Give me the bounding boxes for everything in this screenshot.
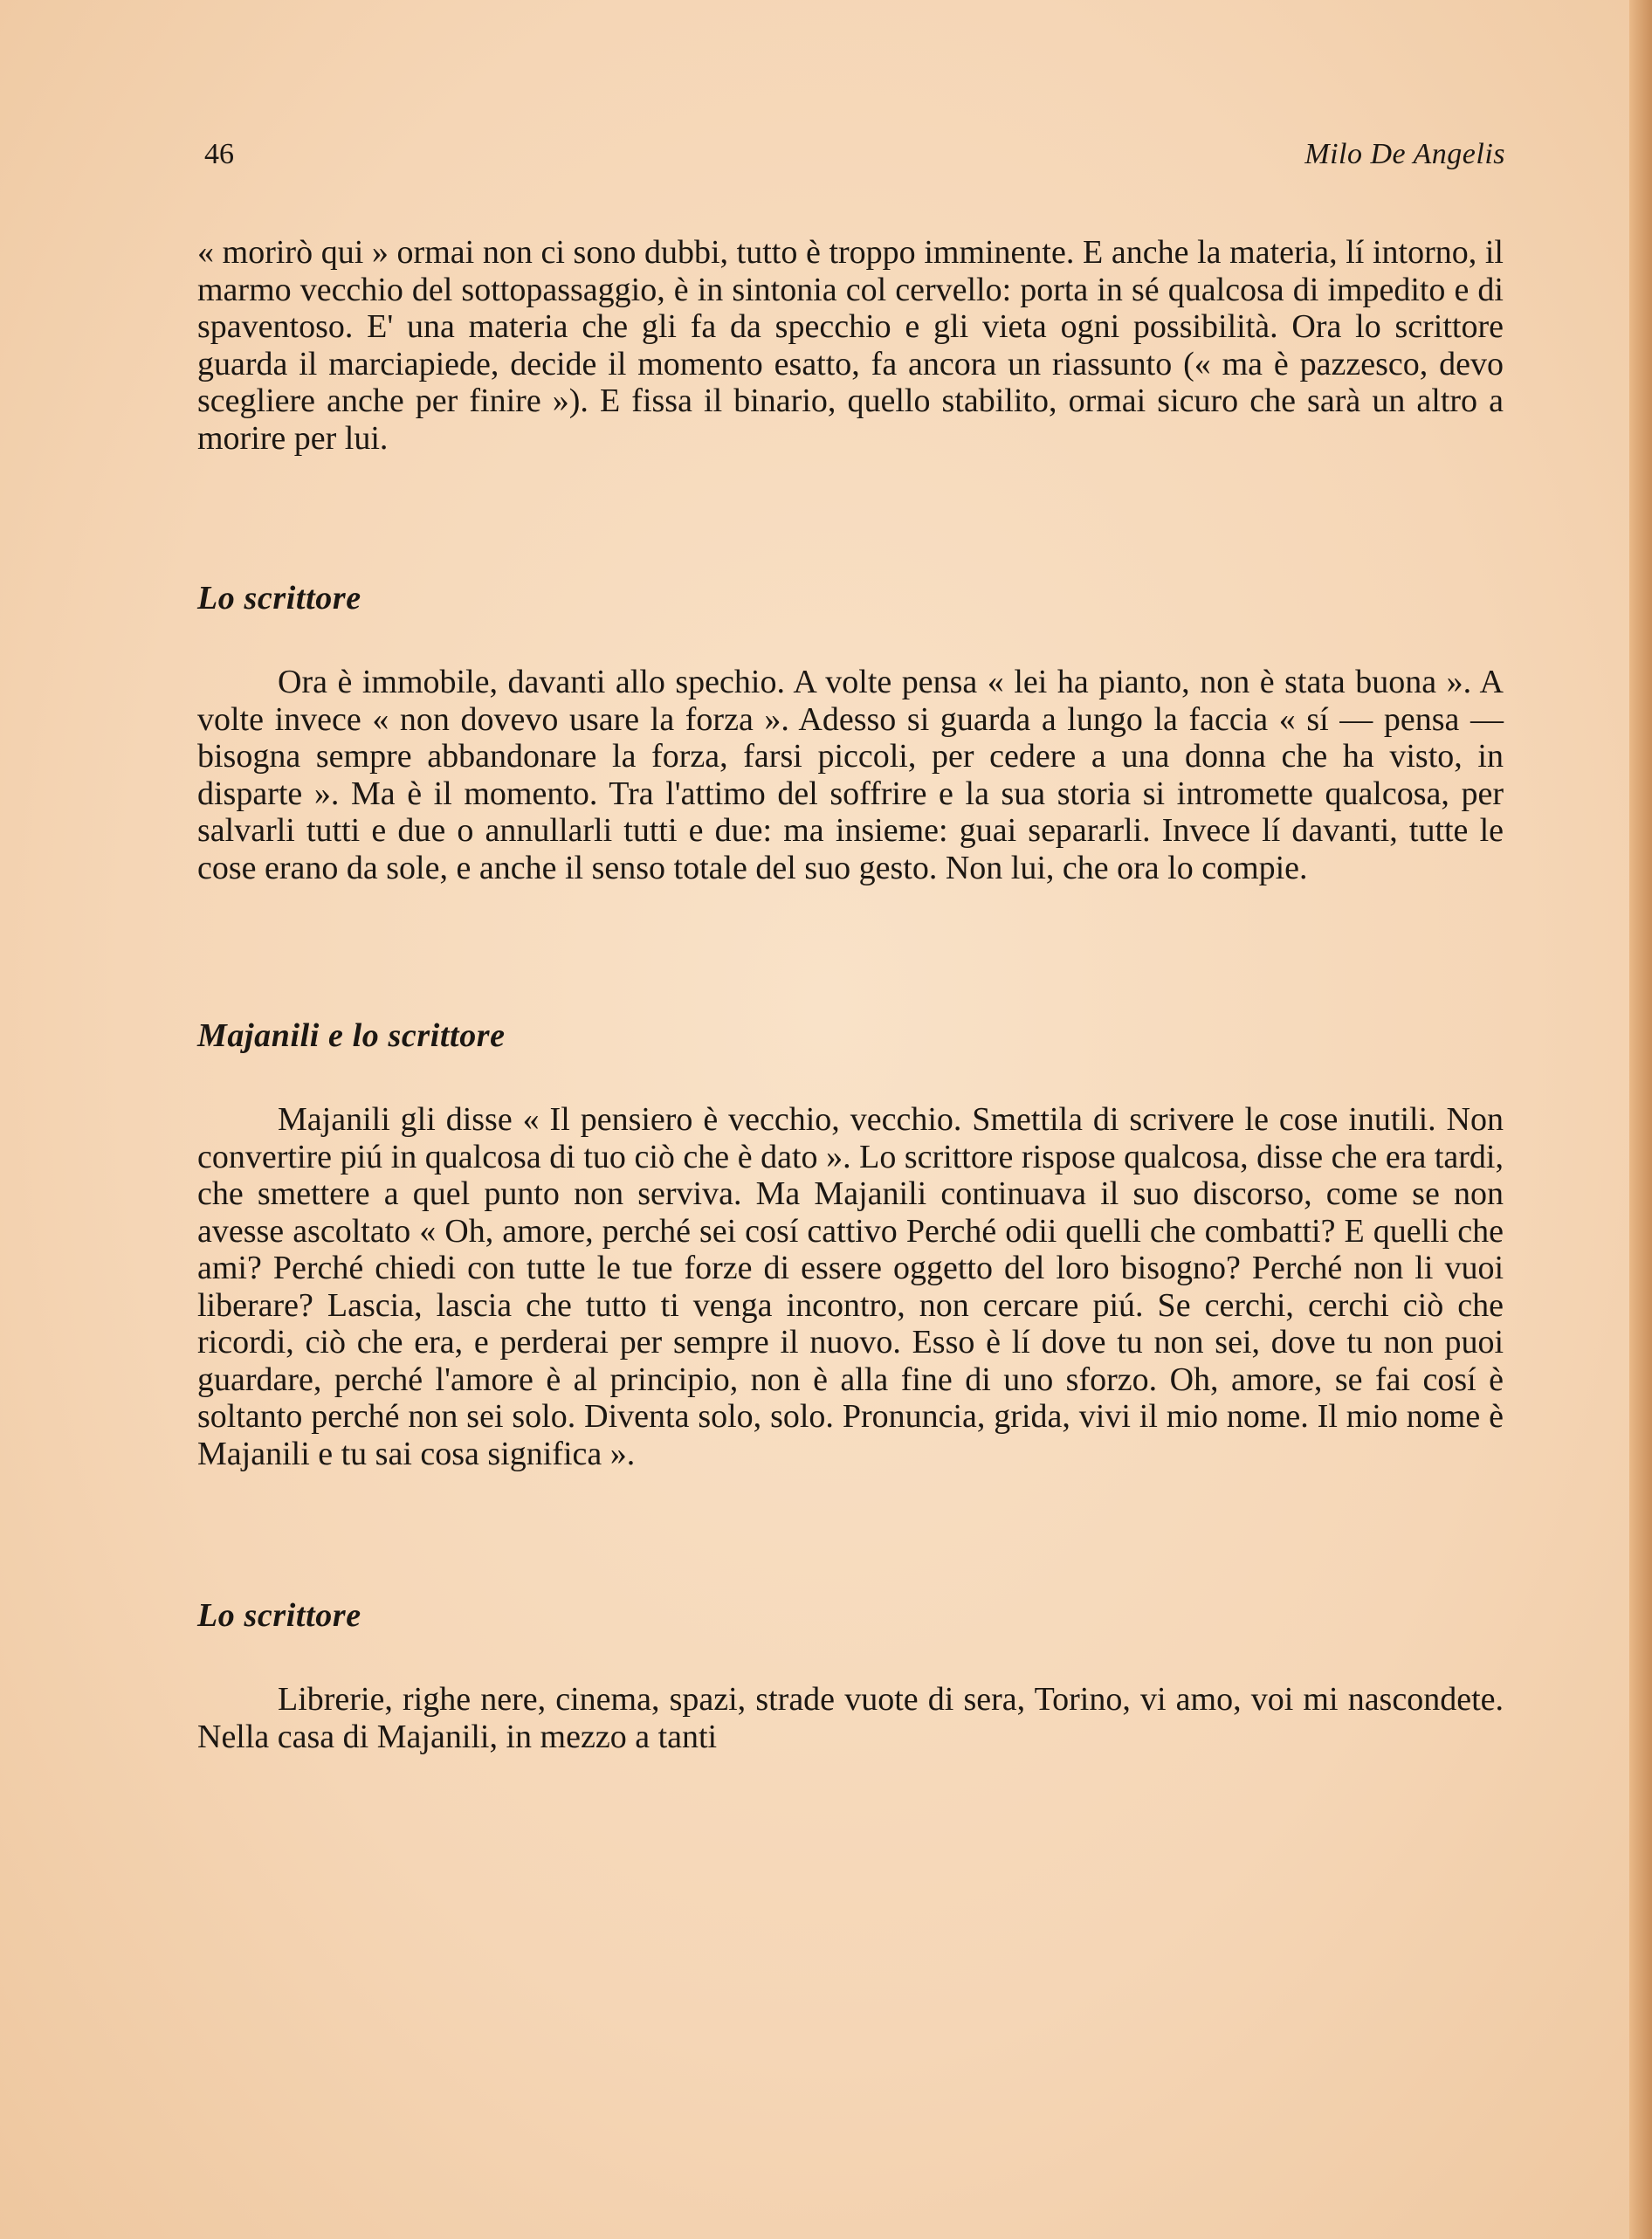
section-heading-lo-scrittore-2: Lo scrittore bbox=[197, 1597, 361, 1634]
opening-paragraph: « morirò qui » ormai non ci sono dubbi, tutto è troppo imminente. E anche la materia, lí intorno, il marmo vecchio del sottopassaggio, è in sintonia col cervello: porta in sé qualcosa di impedito e di spaventoso. E' una materia che gli fa da specchio e gli vieta ogni possibilità. Ora lo scrittore guarda il marciapiede, decide il momento esatto, fa ancora un riassunto (« ma è pazzesco, devo scegliere anche per finire »). E fissa il binario, quello stabilito, ormai sicuro che sarà un altro a morire per lui. bbox=[197, 234, 1504, 457]
section-heading-majanili-e-lo-scrittore: Majanili e lo scrittore bbox=[197, 1017, 506, 1054]
section-paragraph: Majanili gli disse « Il pensiero è vecchio, vecchio. Smettila di scrivere le cose inutili. Non convertire piú in qualcosa di tuo ciò che è dato ». Lo scrittore rispose qualcosa, disse che era tardi, che smettere a quel punto non serviva. Ma Majanili continuava il suo discorso, come se non avesse ascoltato « Oh, amore, perché sei cosí cattivo Perché odii quelli che combatti? E quelli che ami? Perché chiedi con tutte le tue forze di essere oggetto del loro bisogno? Perché non li vuoi liberare? Lascia, lascia che tutto ti venga incontro, non cercare piú. Se cerchi, cerchi ciò che ricordi, ciò che era, e perderai per sempre il nuovo. Esso è lí dove tu non sei, dove tu non puoi guardare, perché l'amore è al principio, non è alla fine di uno sforzo. Oh, amore, se fai cosí è soltanto perché non sei solo. Diventa solo, solo. Pronuncia, grida, vivi il mio nome. Il mio nome è Majanili e tu sai cosa significa ». bbox=[197, 1101, 1504, 1472]
section-paragraph: Ora è immobile, davanti allo spechio. A volte pensa « lei ha pianto, non è stata buona ». A volte invece « non dovevo usare la forza ». Adesso si guarda a lungo la faccia « sí — pensa — bisogna sempre abbandonare la forza, farsi piccoli, per cedere a una donna che ha visto, in disparte ». Ma è il momento. Tra l'attimo del soffrire e la sua storia si intromette qualcosa, per salvarli tutti e due o annullarli tutti e due: ma insieme: guai separarli. Invece lí davanti, tutte le cose erano da sole, e anche il senso totale del suo gesto. Non lui, che ora lo compie. bbox=[197, 664, 1504, 886]
section-paragraph: Librerie, righe nere, cinema, spazi, strade vuote di sera, Torino, vi amo, voi mi nascondete. Nella casa di Majanili, in mezzo a tanti bbox=[197, 1681, 1504, 1755]
page-edge bbox=[1629, 0, 1652, 2239]
running-head: Milo De Angelis bbox=[1304, 138, 1505, 170]
page-header bbox=[204, 138, 1505, 178]
section-heading-lo-scrittore: Lo scrittore bbox=[197, 580, 361, 617]
page-number: 46 bbox=[204, 138, 234, 170]
page-body bbox=[197, 234, 1504, 1755]
